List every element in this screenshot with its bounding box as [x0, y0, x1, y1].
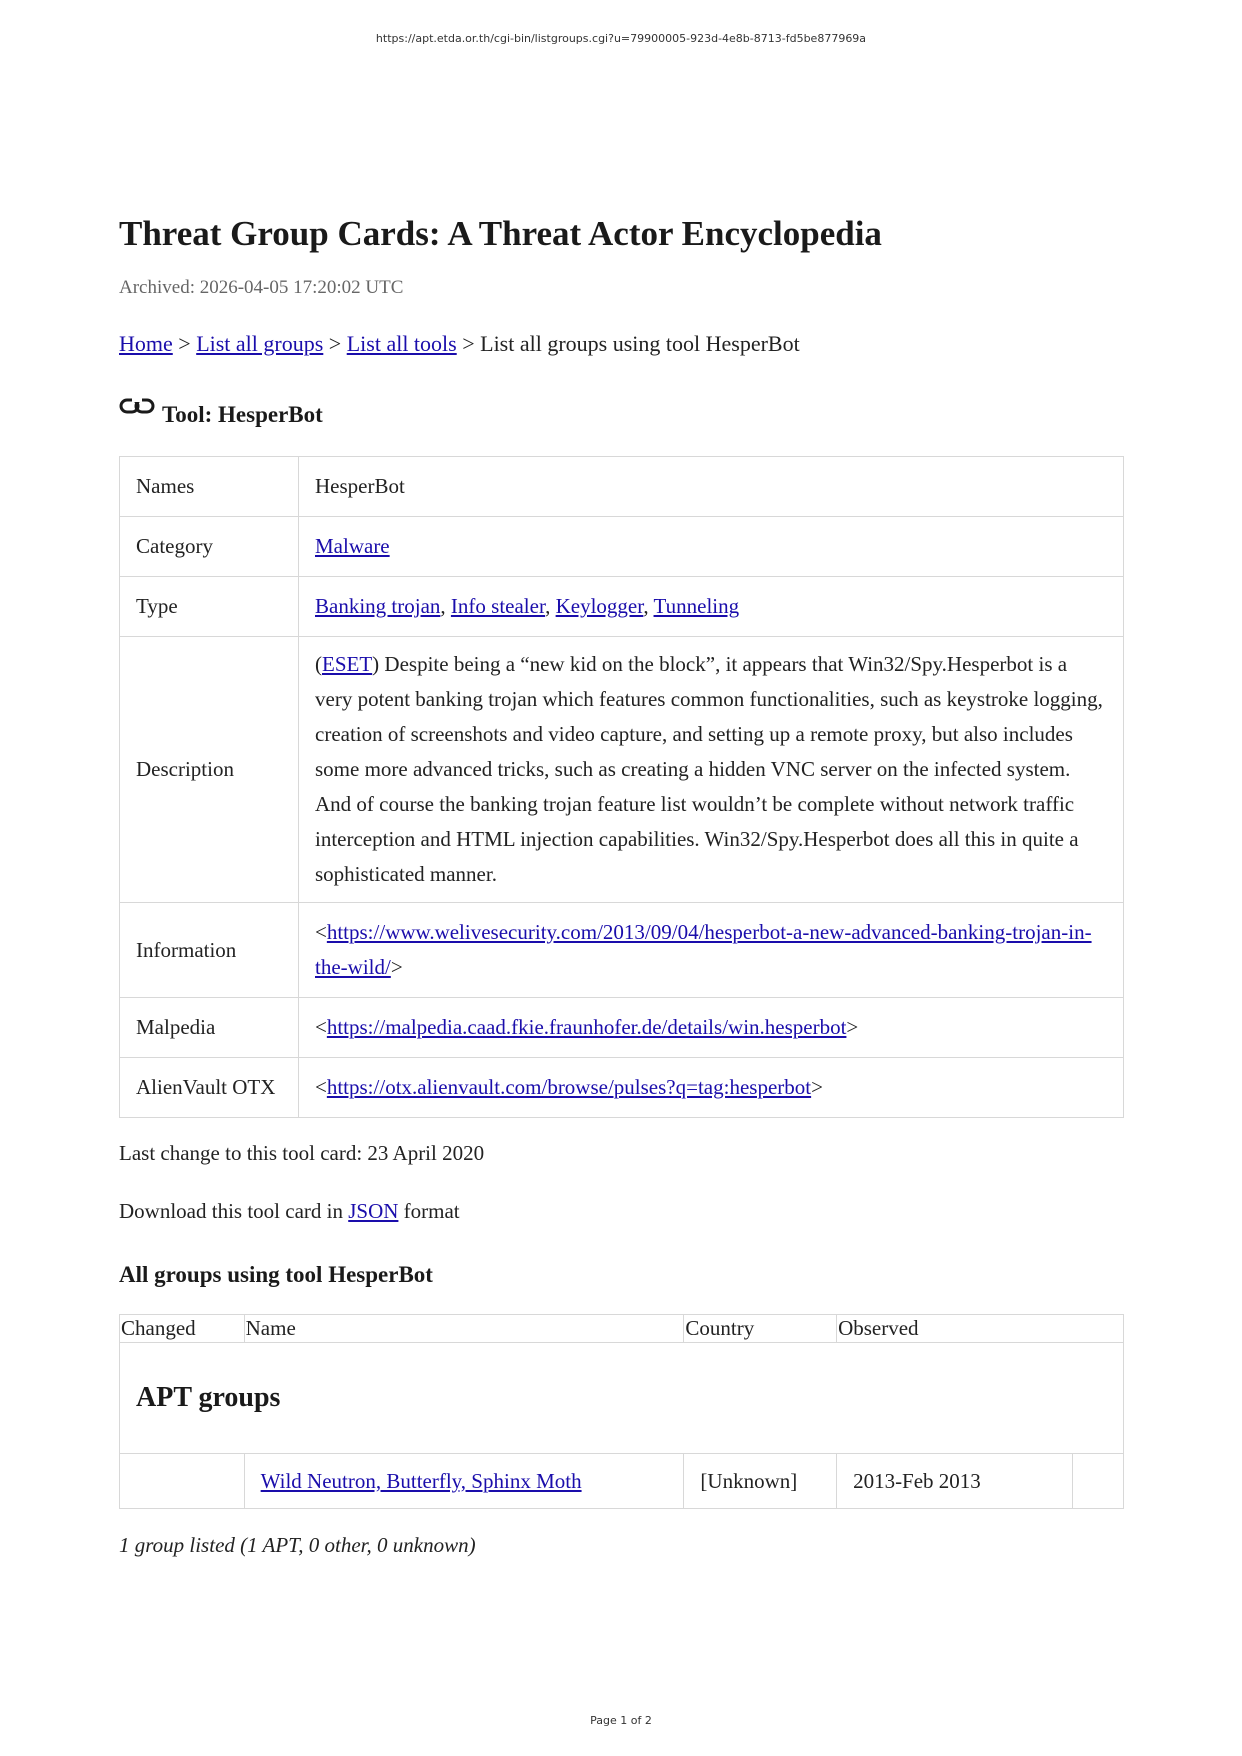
cell-empty [1073, 1454, 1124, 1509]
angle-open: < [315, 920, 327, 944]
download-line [119, 1198, 1124, 1225]
angle-open: < [315, 1015, 327, 1039]
groups-heading: All groups using tool HesperBot [119, 1262, 433, 1287]
paren-open: ( [315, 652, 322, 676]
malpedia-link[interactable]: https://malpedia.caad.fkie.fraunhofer.de/details/win.hesperbot [326, 1015, 847, 1039]
type-separator: , [440, 594, 451, 618]
breadcrumb-home-link[interactable]: Home [119, 331, 173, 356]
column-header-country[interactable]: Country [684, 1315, 837, 1343]
table-row [120, 903, 1124, 998]
cell-name [244, 1454, 684, 1509]
table-row [120, 1454, 1124, 1509]
table-row [120, 998, 1124, 1058]
angle-close: > [811, 1075, 823, 1099]
tool-title: Tool: HesperBot [162, 402, 323, 427]
groups-summary: 1 group listed (1 APT, 0 other, 0 unknown) [119, 1533, 476, 1557]
information-value [299, 903, 1124, 998]
cell-observed: 2013-Feb 2013 [837, 1454, 1073, 1509]
column-header-observed[interactable]: Observed [837, 1315, 1124, 1343]
type-separator: , [545, 594, 556, 618]
type-link[interactable]: Info stealer [450, 594, 546, 618]
description-label: Description [120, 637, 299, 903]
table-row [120, 457, 1124, 517]
breadcrumb-tools-link[interactable]: List all tools [346, 331, 457, 356]
groups-table [119, 1314, 1124, 1509]
cell-changed [120, 1454, 245, 1509]
type-label: Type [120, 577, 299, 637]
table-row [120, 517, 1124, 577]
category-value [299, 517, 1124, 577]
column-header-changed[interactable]: Changed [120, 1315, 245, 1343]
cell-country: [Unknown] [684, 1454, 837, 1509]
description-value [299, 637, 1124, 903]
breadcrumb [119, 330, 1124, 358]
column-header-name[interactable]: Name [244, 1315, 684, 1343]
link-icon [119, 397, 155, 419]
section-title-apt-groups: APT groups [120, 1343, 1124, 1454]
download-prefix: Download this tool card in [119, 1199, 349, 1223]
breadcrumb-separator: > [172, 331, 197, 356]
type-separator: , [643, 594, 654, 618]
malpedia-label: Malpedia [120, 998, 299, 1058]
breadcrumb-separator: > [323, 331, 347, 356]
table-header-row [120, 1315, 1124, 1343]
angle-close: > [846, 1015, 859, 1039]
page-title: Threat Group Cards: A Threat Actor Encyclopedia [119, 214, 882, 253]
breadcrumb-current: > List all groups using tool HesperBot [456, 331, 800, 356]
description-text: ) Despite being a “new kid on the block”, it appears that Win32/Spy.Hesperbot is a very potent banking trojan which features common functionalities, such as keystroke logging, creation of screenshots and video capture, and setting up a remote proxy, but also includes some more advanced tricks, such as creating a hidden VNC server on the infected system. And of course the banking trojan feature list wouldn’t be complete without network traffic interception and HTML injection capabilities. Win32/Spy.Hesperbot does all this in quite a sophisticated manner. [315, 652, 1103, 886]
information-link[interactable]: https://www.welivesecurity.com/2013/09/04/hesperbot-a-new-advanced-banking-trojan-in-the-wild/ [315, 920, 1092, 979]
malpedia-value [299, 998, 1124, 1058]
tool-card-table [119, 456, 1124, 1118]
angle-close: > [390, 955, 403, 979]
information-label: Information [120, 903, 299, 998]
category-link[interactable]: Malware [315, 534, 390, 558]
type-value [299, 577, 1124, 637]
table-row [120, 1058, 1124, 1118]
type-link[interactable]: Tunneling [653, 594, 740, 618]
type-link[interactable]: Keylogger [555, 594, 644, 618]
last-change: Last change to this tool card: 23 April 2020 [119, 1141, 485, 1165]
main-content [119, 212, 1124, 1559]
download-suffix: format [398, 1199, 460, 1223]
otx-value [299, 1058, 1124, 1118]
tool-heading [119, 393, 1124, 429]
table-row [120, 577, 1124, 637]
category-label: Category [120, 517, 299, 577]
archived-timestamp: Archived: 2026-04-05 17:20:02 UTC [119, 277, 404, 298]
group-link[interactable]: Wild Neutron, Butterfly, Sphinx Moth [260, 1469, 582, 1493]
breadcrumb-groups-link[interactable]: List all groups [196, 331, 324, 356]
names-label: Names [120, 457, 299, 517]
type-link[interactable]: Banking trojan [315, 594, 441, 618]
json-download-link[interactable]: JSON [348, 1199, 399, 1223]
eset-source-link[interactable]: ESET [322, 652, 373, 676]
angle-open: < [315, 1075, 327, 1099]
table-row [120, 637, 1124, 903]
print-url: https://apt.etda.or.th/cgi-bin/listgroups.cgi?u=79900005-923d-4e8b-8713-fd5be877969a [375, 32, 867, 45]
page-number: Page 1 of 2 [590, 1714, 652, 1727]
names-value: HesperBot [299, 457, 1124, 517]
otx-link[interactable]: https://otx.alienvault.com/browse/pulses?q=tag:hesperbot [326, 1075, 812, 1099]
otx-label: AlienVault OTX [120, 1058, 299, 1118]
section-row [120, 1343, 1124, 1454]
